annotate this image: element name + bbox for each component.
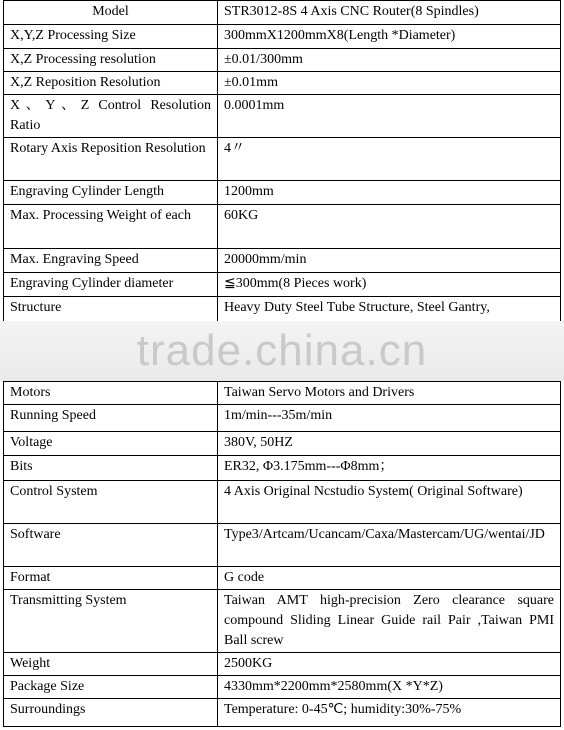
table-row — [3, 272, 561, 296]
spec-label: Structure — [3, 297, 218, 321]
spec-value: 380V, 50HZ — [218, 432, 561, 455]
spec-label: Model — [3, 1, 218, 24]
spec-value: Type3/Artcam/Ucancam/Caxa/Mastercam/UG/wentai/JD — [218, 524, 561, 566]
spec-value: 20000mm/min — [218, 249, 561, 272]
table-row — [3, 204, 561, 248]
table-row — [3, 180, 561, 204]
table-row — [3, 455, 561, 480]
table-row — [3, 24, 561, 48]
spec-label: X,Z Reposition Resolution — [3, 72, 218, 94]
spec-value: 300mmX1200mmX8(Length *Diameter) — [218, 25, 561, 48]
spec-label: Engraving Cylinder Length — [3, 181, 218, 204]
table-row — [3, 296, 561, 321]
spec-label: Engraving Cylinder diameter — [3, 273, 218, 296]
spec-label: Transmitting System — [3, 590, 218, 652]
spec-value: ±0.01mm — [218, 72, 561, 94]
table-row — [3, 480, 561, 523]
spec-value: ER32, Φ3.175mm---Φ8mm； — [218, 456, 561, 480]
spec-value: 4330mm*2200mm*2580mm(X *Y*Z) — [218, 676, 561, 698]
spec-label: Bits — [3, 456, 218, 480]
spec-label: Running Speed — [3, 405, 218, 431]
spec-label: Software — [3, 524, 218, 566]
spec-value: G code — [218, 567, 561, 589]
spec-label: X、Y、Z Control Resolution Ratio — [3, 95, 218, 137]
table-row — [3, 675, 561, 698]
spec-label: Max. Engraving Speed — [3, 249, 218, 272]
spec-value: Heavy Duty Steel Tube Structure, Steel Gantry, — [218, 297, 561, 321]
spec-label: X,Y,Z Processing Size — [3, 25, 218, 48]
spec-label: Surroundings — [3, 699, 218, 726]
table-row — [3, 404, 561, 431]
spec-value: 0.0001mm — [218, 95, 561, 137]
spec-label: Motors — [3, 382, 218, 404]
spec-label: Format — [3, 567, 218, 589]
spec-value: 1200mm — [218, 181, 561, 204]
table-row — [3, 652, 561, 675]
spec-value: Taiwan AMT high-precision Zero clearance square compound Sliding Linear Guide rail Pair ,Taiwan PMI Ball screw — [218, 590, 561, 652]
spec-label: Max. Processing Weight of each — [3, 205, 218, 248]
watermark: trade.china.cn — [136, 326, 428, 375]
spec-value: 60KG — [218, 205, 561, 248]
spec-value: Temperature: 0-45℃; humidity:30%-75% — [218, 699, 561, 726]
table-row — [3, 698, 561, 726]
spec-value: STR3012-8S 4 Axis CNC Router(8 Spindles) — [218, 1, 561, 24]
spec-value: ≦300mm(8 Pieces work) — [218, 273, 561, 296]
spec-value: 4 Axis Original Ncstudio System( Original Software) — [218, 481, 561, 523]
spec-label: Control System — [3, 481, 218, 523]
table-row — [3, 566, 561, 589]
table-row — [3, 137, 561, 180]
spec-value: Taiwan Servo Motors and Drivers — [218, 382, 561, 404]
spec-label: Voltage — [3, 432, 218, 455]
table-row — [3, 71, 561, 94]
table-row — [3, 0, 561, 24]
table-row — [3, 431, 561, 455]
spec-value: 1m/min---35m/min — [218, 405, 561, 431]
table-row — [3, 589, 561, 652]
table-row — [3, 94, 561, 137]
spec-value: 2500KG — [218, 653, 561, 675]
spec-label: X,Z Processing resolution — [3, 49, 218, 71]
spec-label: Rotary Axis Reposition Resolution — [3, 138, 218, 180]
spec-label: Package Size — [3, 676, 218, 698]
spec-value: 4〃 — [218, 138, 561, 180]
table-row — [3, 523, 561, 566]
table-row — [3, 48, 561, 71]
table-bottom-border — [3, 726, 561, 727]
table-row — [3, 248, 561, 272]
table-row — [3, 381, 561, 404]
spec-value: ±0.01/300mm — [218, 49, 561, 71]
spec-label: Weight — [3, 653, 218, 675]
